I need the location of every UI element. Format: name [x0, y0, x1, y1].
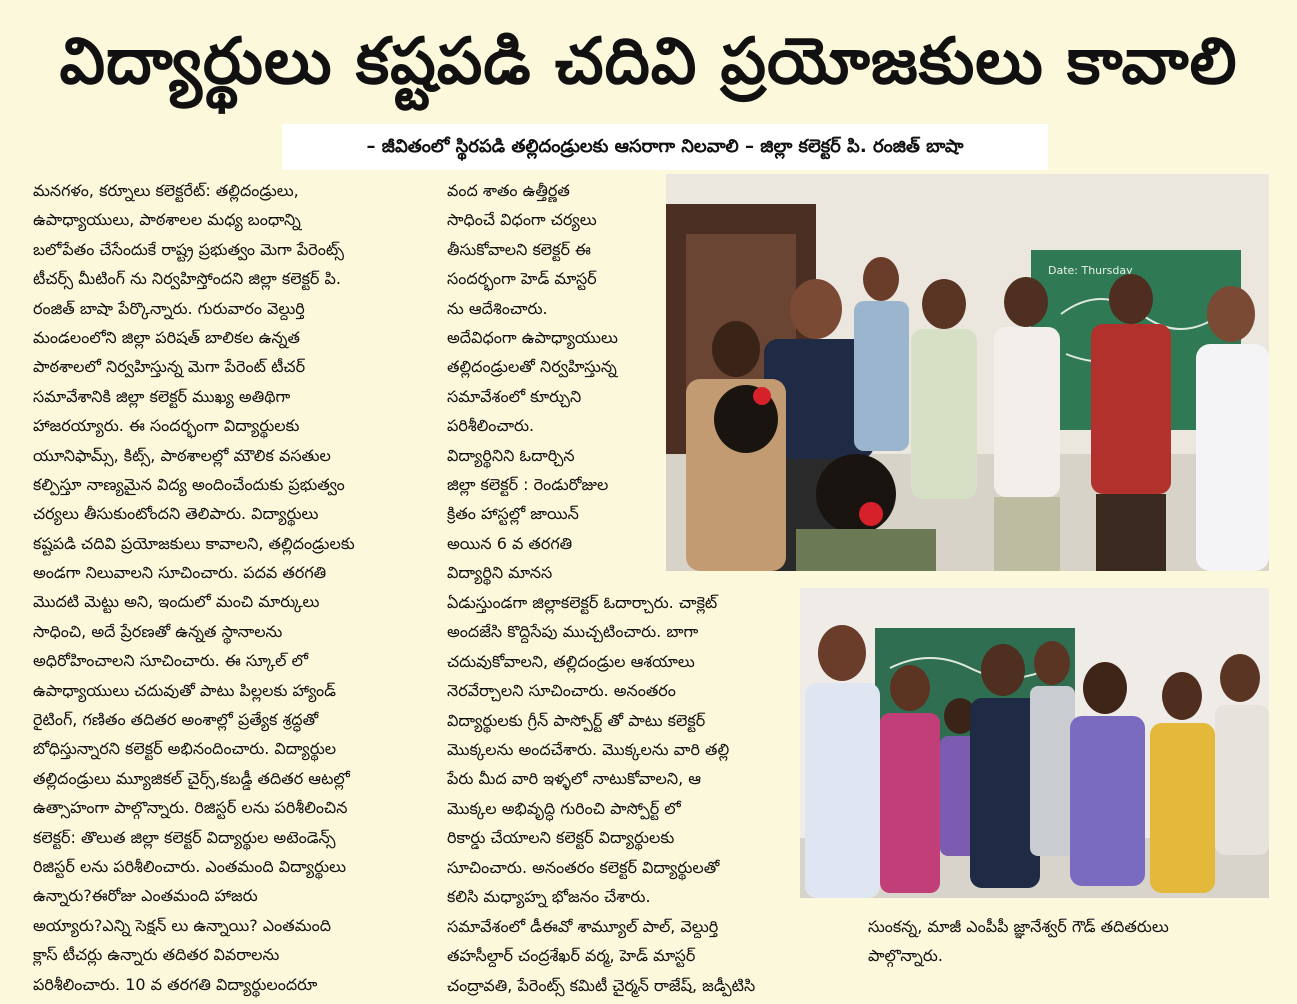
headline: విద్యార్థులు కష్టపడి చదివి ప్రయోజకులు కావాలి [59, 25, 1238, 99]
article-line: రిజిస్టర్ లను పరిశీలించారు. ఎంతమంది విద్యార్థులు [33, 856, 347, 876]
article-line: ఉపాధ్యాయులు, పాఠశాలల మధ్య బంధాన్ని [33, 210, 301, 230]
article-line: అయ్యారు?ఎన్ని సెక్షన్ లు ఉన్నాయి? ఎంతమంది [33, 915, 332, 935]
news-photo-collector-with-student [800, 588, 1269, 898]
article-line: పాఠశాలలో నిర్వహిస్తున్న మెగా పేరెంట్ టీచర్ [33, 357, 306, 377]
article-line: బోధిస్తున్నారని కలెక్టర్ అభినందించారు. విద్యార్థుల [33, 739, 337, 759]
article-column-1 [33, 176, 425, 999]
news-photo-collector-with-parents [666, 174, 1269, 571]
article-line: హాజరయ్యారు. ఈ సందర్భంగా విద్యార్థులకు [33, 416, 300, 436]
article-line: కలెక్టర్: తొలుత జిల్లా కలెక్టర్ విద్యార్థుల అటెండెన్స్ [33, 827, 336, 847]
article-line: సాధించే విధంగా చర్యలు [447, 210, 597, 230]
article-line: టీచర్స్ మీటింగ్ ను నిర్వహిస్తోందని జిల్లా కలెక్టర్ పి. [33, 269, 341, 289]
article-line: క్లాస్ టీచర్లు ఉన్నారు తదితర వివరాలను [33, 945, 280, 965]
article-line: కల్పిస్తూ నాణ్యమైన విద్య అందించేందుకు ప్రభుత్వం [33, 474, 345, 494]
article-line: అందజేసి కొద్దిసేపు ముచ్చటించారు. బాగా [447, 622, 699, 642]
article-line: పేరు మీద వారి ఇళ్ళలో నాటుకోవాలని, ఆ [447, 769, 702, 789]
article-line: విద్యార్థినిని ఓదార్చిన [447, 445, 575, 465]
article-line: విద్యార్థిని మానస [447, 563, 553, 583]
article-line: సమావేశంలో కూర్చుని [447, 386, 582, 406]
article-line: తల్లిదండ్రులు మ్యూజికల్ చైర్స్,కబడ్డీ తదితర ఆటల్లో [33, 768, 350, 788]
article-line: తహసీల్దార్ చంద్రశేఖర్ వర్మ, హెడ్ మాస్టర్ [447, 946, 696, 966]
article-line: చంద్రావతి, పేరెంట్స్ కమిటీ చైర్మన్ రాజేష్, జడ్పీటిసి [447, 975, 756, 995]
article-line: మండలంలోని జిల్లా పరిషత్ బాలికల ఉన్నత [33, 327, 300, 347]
article-line: క్రితం హాస్టల్లో జాయిన్ [447, 504, 579, 524]
article-line: ఏడుస్తుండగా జిల్లాకలెక్టర్ ఓదార్చారు. చాక్లెట్ [447, 593, 718, 612]
article-line: సమావేశంలో డీఈవో శామ్యూల్ పాల్, వెల్దుర్తి [447, 917, 719, 936]
article-line: ఉత్సాహంగా పాల్గొన్నారు. రిజిస్టర్ లను పరిశీలించిన [33, 798, 348, 818]
article-line: అండగా నిలువాలని సూచించారు. పదవ తరగతి [33, 563, 327, 583]
article-line: మొక్కల అభివృద్ధి గురించి పాస్పోర్ట్ లో [447, 798, 681, 818]
article-line: మొక్కలను అందచేశారు. మొక్కలను వారి తల్లి [447, 739, 730, 759]
article-line: ఉపాధ్యాయులు చదువుతో పాటు పిల్లలకు హ్యాండ్ [33, 680, 336, 700]
article-line: సుంకన్న, మాజీ ఎంపీపీ జ్ఞానేశ్వర్ గౌడ్ తదితరులు [868, 917, 1169, 936]
article-line: నెరవేర్చాలని సూచించారు. అనంతరం [447, 681, 676, 701]
article-line: జిల్లా కలెక్టర్ : రెండురోజుల [447, 474, 609, 494]
article-line: పాల్గొన్నారు. [868, 946, 943, 966]
article-line: చర్యలు తీసుకుంటోందని తెలిపారు. విద్యార్థులు [33, 504, 319, 524]
article-line: రంజిత్ బాషా పేర్కొన్నారు. గురువారం వెల్దుర్తి [33, 298, 305, 318]
article-line: మొదటి మెట్టు అని, ఇందులో మంచి మార్కులు [33, 592, 320, 612]
article-line: కలిసి మధ్యాహ్న భోజనం చేశారు. [447, 886, 651, 906]
article-line: విద్యార్థులకు గ్రీన్ పాస్పోర్ట్ తో పాటు కలెక్టర్ [447, 710, 706, 730]
article-line: మనగళం, కర్నూలు కలెక్టరేట్: తల్లిదండ్రులు, [33, 181, 299, 200]
article-column-2 [447, 176, 662, 587]
article-column-4 [868, 912, 1268, 971]
article-line: అదేవిధంగా ఉపాధ్యాయులు [447, 327, 618, 347]
article-line: రైటింగ్, గణితం తదితర అంశాల్లో ప్రత్యేక శ్రద్ధతో [33, 710, 319, 730]
article-line: సూచించారు. అనంతరం కలెక్టర్ విద్యార్థులతో [447, 857, 720, 877]
article-line: యూనిఫామ్స్, కిట్స్, పాఠశాలల్లో మౌలిక వసతుల [33, 445, 331, 465]
article-line: తల్లిదండ్రులతో నిర్వహిస్తున్న [447, 357, 617, 377]
article-line: ను ఆదేశించారు. [447, 298, 548, 318]
article-column-3b [447, 912, 832, 1000]
article-line: సాధించి, అదే ప్రేరణతో ఉన్నత స్థానాలను [33, 621, 283, 641]
article-line: వంద శాతం ఉత్తీర్ణత [447, 181, 570, 200]
article-line: అధిరోహించాలని సూచించారు. ఈ స్కూల్ లో [33, 651, 309, 671]
article-column-3 [447, 588, 792, 911]
article-line: కష్టపడి చదివి ప్రయోజకులు కావాలని, తల్లిదండ్రులకు [33, 533, 355, 553]
article-line: బలోపేతం చేసేందుకే రాష్ట్ర ప్రభుత్వం మెగా పేరెంట్స్ [33, 239, 344, 259]
article-line: సమావేశానికి జిల్లా కలెక్టర్ ముఖ్య అతిథిగా [33, 386, 291, 406]
subheadline: – జీవితంలో స్థిరపడి తల్లిదండ్రులకు ఆసరాగా నిలవాలి – జిల్లా కలెక్టర్ పి. రంజిత్ బాషా [366, 136, 964, 157]
article-line: తీసుకోవాలని కలెక్టర్ ఈ [447, 239, 591, 259]
article-line: చదువుకోవాలని, తల్లిదండ్రుల ఆశయాలు [447, 651, 695, 671]
article-line: అయిన 6 వ తరగతి [447, 533, 573, 553]
chalkboard-text: Date: Thursday [1048, 264, 1133, 277]
article-line: ఉన్నారు?ఈరోజు ఎంతమంది హాజరు [33, 886, 258, 906]
article-line: సందర్భంగా హెడ్ మాస్టర్ [447, 269, 597, 289]
article-line: పరిశీలించారు. 10 వ తరగతి విద్యార్థులందరూ [33, 974, 318, 994]
article-line: పరిశీలించారు. [447, 416, 535, 436]
article-line: రికార్డు చేయాలని కలెక్టర్ విద్యార్థులకు [447, 828, 675, 848]
